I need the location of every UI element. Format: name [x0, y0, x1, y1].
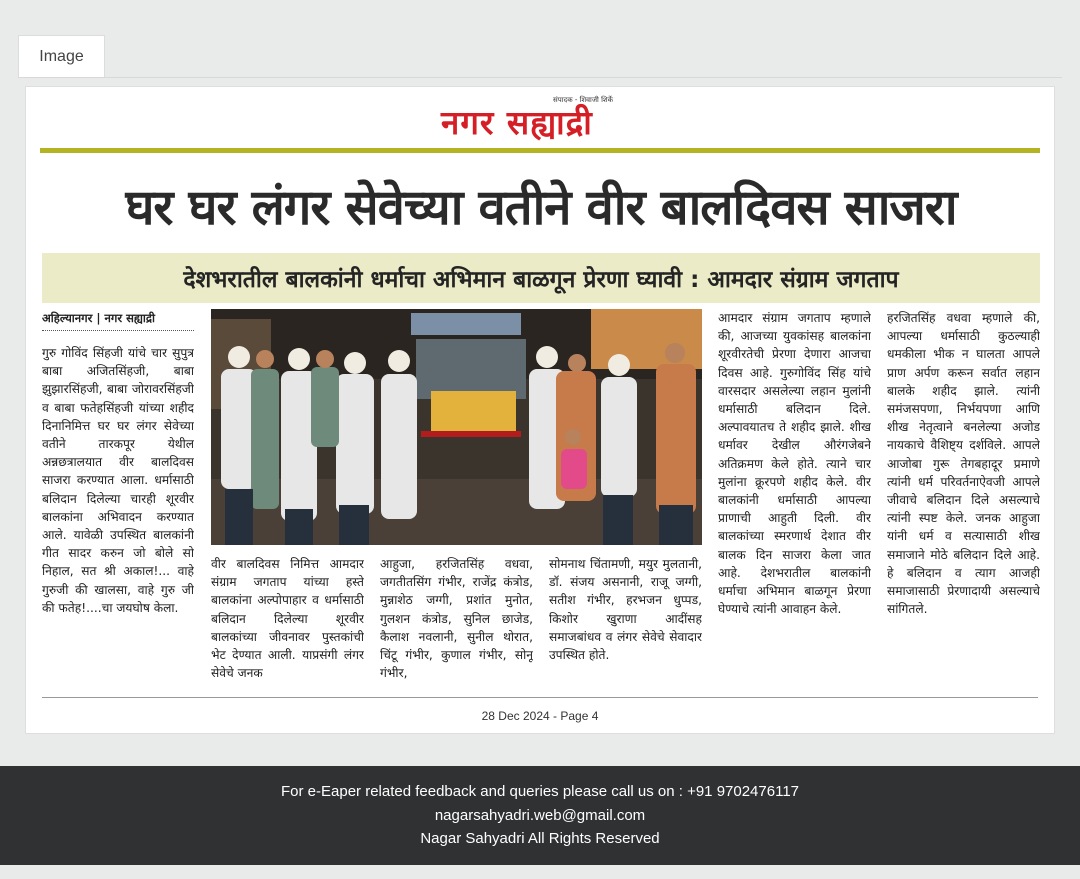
article-headline: घर घर लंगर सेवेच्या वतीने वीर बालदिवस साजरा: [125, 179, 957, 236]
article-column-5: आमदार संग्राम जगताप म्हणाले की, आजच्या युवकांसह बालकांना शूरवीरतेची प्रेरणा देणारा आजचा दिवस आहे. गुरुगोविंद सिंह यांचे वारसदार असलेल्या लहान मुलांनी धर्मासाठी बलिदान दिले. अल्पावयातच ते शहीद झाले. शीख धर्मावर देखील औरंगजेबने अतिक्रमण केले होते. त्याने चार मुलांना क्रूरपणे शहीद केले. वीर बालकांनी धर्मासाठी आपल्या प्राणाची आहुती दिली. वीर बालकांच्या स्मरणार्थ देशात वीर बालक दिन साजरा केला जात आहे. देशभरातील बालकांनी धर्माचा अभिमान बाळगून प्रेरणा घेण्याचे त्यांनी आवाहन केले.: [718, 311, 871, 617]
group-photo-image: [211, 309, 702, 545]
page-date-number: 28 Dec 2024 - Page 4: [481, 709, 599, 723]
dateline: अहिल्यानगर | नगर सह्याद्री: [42, 311, 194, 331]
article-column-1: गुरु गोविंद सिंहजी यांचे चार सुपुत्र बाबा अजितसिंहजी, बाबा झुझारसिंहजी, बाबा जोरावरसिंहजी व बाबा फतेहसिंहजी यांच्या शहीद दिनानिमित्त घर घर लंगर सेवेच्या वतीने तारकपूर येथील अन्नछत्रालयात वीर बालदिवस साजरा करण्यात आला. धर्मासाठी बलिदान दिलेल्या चारही शूरवीर बालकांना अभिवादन करण्यात आले. यावेळी उपस्थित बालकांनी गीत सादर करुन जो बोले सो निहाल, सत श्री अकाल!... वाहे गुरुजी की खालसा, वाहे गुरु जी की फतेह!....चा जयघोष केला.: [42, 346, 194, 615]
footer-email[interactable]: nagarsahyadri.web@gmail.com: [434, 807, 646, 824]
masthead: [26, 95, 1054, 147]
tab-image[interactable]: Image: [18, 35, 105, 78]
tab-divider: [18, 77, 1062, 78]
article-column-3: आहुजा, हरजितसिंह वधवा, जगतीतसिंग गंभीर, राजेंद्र कंत्रोड, मुन्नाशेठ जग्गी, प्रशांत मुनोत, गुलशन कंत्रोड, सुनिल छाजेड, कैलाश नवलानी, सुनील थोरात, चिंटू गंभीर, कुणाल गंभीर, सोनू गंभीर,: [380, 557, 533, 681]
newspaper-logo: नगर सह्याद्री: [441, 103, 593, 142]
page-bottom-rule: [42, 697, 1038, 698]
footer-copyright: Nagar Sahyadri All Rights Reserved: [420, 830, 660, 847]
newspaper-clipping: [25, 86, 1055, 734]
editor-credit: संपादक - शिवाजी शिर्के: [553, 96, 614, 104]
footer-contact-line: For e-Eaper related feedback and queries please call us on : +91 9702476117: [281, 783, 799, 800]
article-subheadline: देशभरातील बालकांनी धर्माचा अभिमान बाळगून प्रेरणा घ्यावी : आमदार संग्राम जगताप: [42, 253, 1040, 303]
article-column-2: वीर बालदिवस निमित्त आमदार संग्राम जगताप यांच्या हस्ते बालकांना अल्पोपाहार व धर्मासाठी बलिदान दिलेल्या शूरवीर बालकांच्या जीवनावर पुस्तकांची भेट देण्यात आली. याप्रसंगी लंगर सेवेचे जनक: [211, 557, 364, 681]
masthead-rule: [40, 148, 1040, 153]
tab-bar: [0, 0, 1080, 78]
site-footer: [0, 766, 1080, 865]
article-column-6: हरजितसिंह वधवा म्हणाले की, आपल्या धर्मासाठी कुठल्याही धमकीला भीक न घालता आपले प्राण अर्पण करून सर्वात लहान बालके शहीद झाले. त्यांनी समंजसपणा, निर्भयपणा आणि शीख नेतृत्वाने बनलेल्या अजोड नायकाचे वैशिष्ट्य दर्शविले. आपले आजोबा गुरू तेगबहादूर प्रमाणे त्यांनी धर्म परिवर्तनाऐवजी आपले जीवाचे बलिदान दिले असल्याचे त्यांनी स्पष्ट केले. जनक आहुजा यांनी धर्म व सत्यासाठी शीख समाजाने मोठे बलिदान दिले आहे. हे बलिदान व त्याग आजही समाजासाठी प्रेरणादायी असल्याचे सांगितले.: [887, 311, 1040, 617]
article-column-4: सोमनाथ चिंतामणी, मयुर मुलतानी, डॉ. संजय असनानी, राजू जग्गी, सतीश गंभीर, हरभजन धुप्पड, किशोर खुराणा आदींसह समाजबांधव व लंगर सेवेचे सेवादार उपस्थित होते.: [549, 557, 702, 663]
